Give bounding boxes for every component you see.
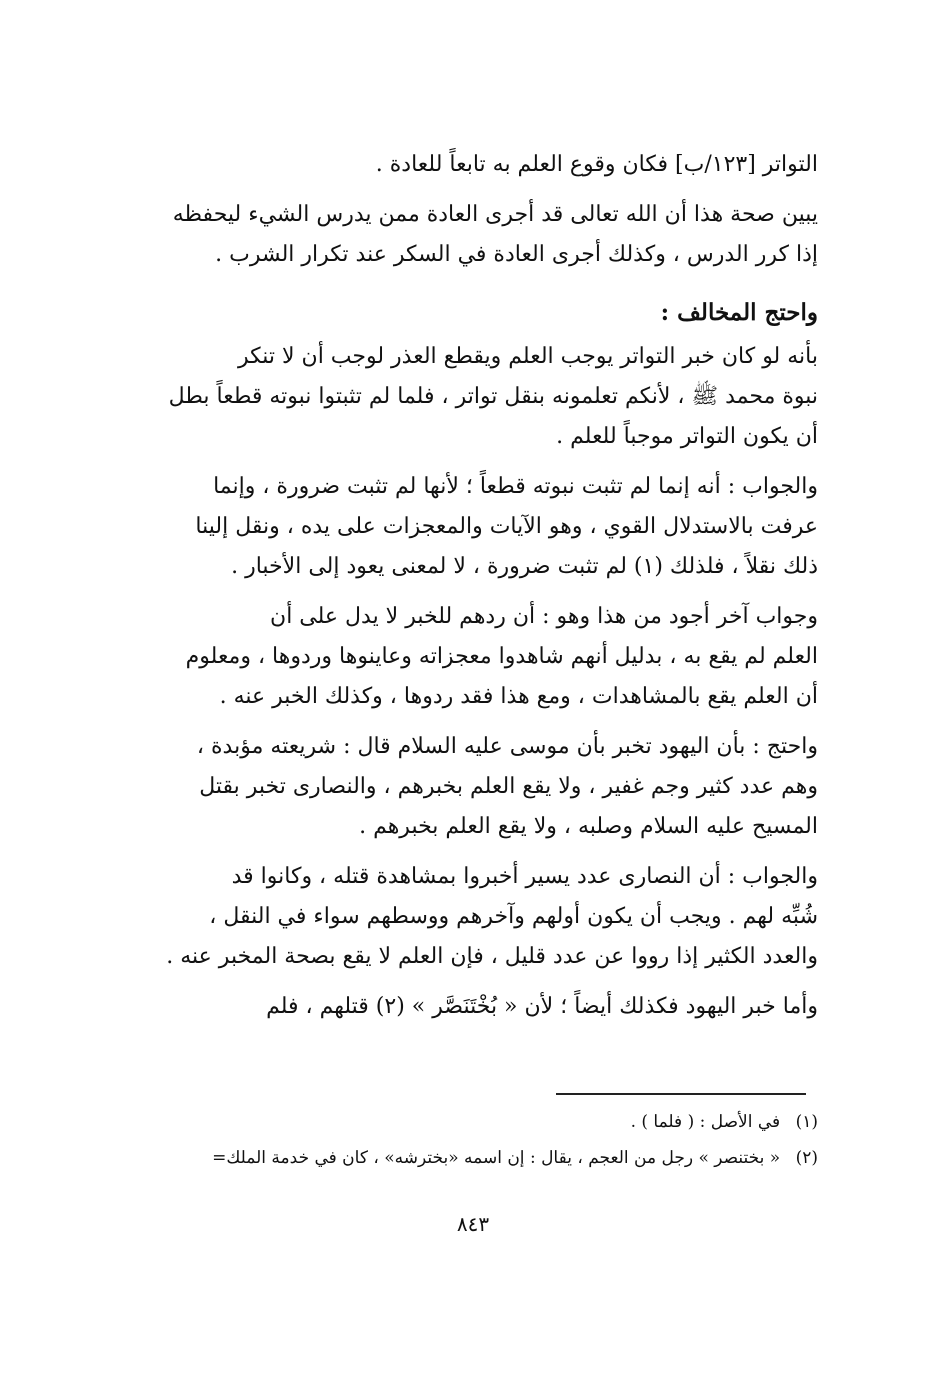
- text-line: واحتج : بأن اليهود تخبر بأن موسى عليه السلام قال : شريعته مؤبدة ،: [196, 734, 818, 759]
- text-line: والجواب : أن النصارى عدد يسير أخبروا بمشاهدة قتله ، وكانوا قد: [231, 864, 818, 889]
- footnote-number: (١): [795, 1112, 818, 1132]
- text-line: شُبِّه لهم . ويجب أن يكون أولهم وآخرهم ووسطهم سواء في النقل ،: [209, 904, 818, 929]
- text-line: عرفت بالاستدلال القوي ، وهو الآيات والمعجزات على يده ، ونقل إلينا: [195, 514, 818, 539]
- text-line: والجواب : أنه إنما لم تثبت نبوته قطعاً ؛ لأنها لم تثبت ضرورة ، وإنما: [213, 474, 818, 499]
- section-heading: واحتج المخالف :: [660, 299, 818, 326]
- text-line: وهم عدد كثير وجم غفير ، ولا يقع العلم بخبرهم ، والنصارى تخبر بقتل: [199, 774, 818, 799]
- text-line: ذلك نقلاً ، فلذلك (١) لم تثبت ضرورة ، لا لمعنى يعود إلى الأخبار .: [231, 554, 818, 579]
- page-body: [150, 145, 818, 1027]
- text-line: العلم لم يقع به ، بدليل أنهم شاهدوا معجزاته وعاينوها وردوها ، ومعلوم: [185, 644, 818, 669]
- text-line: يبين صحة هذا أن الله تعالى قد أجرى العادة ممن يدرس الشيء ليحفظه: [172, 202, 818, 227]
- text-line: المسيح عليه السلام وصلبه ، ولا يقع العلم بخبرهم .: [359, 814, 818, 839]
- footnote: [150, 1104, 818, 1140]
- footnote: [150, 1140, 818, 1176]
- footnote-separator: [556, 1093, 806, 1095]
- page-number: ٨٤٣: [456, 1212, 490, 1236]
- text-line: التواتر [١٢٣/ب] فكان وقوع العلم به تابعاً للعادة .: [375, 152, 818, 177]
- footnote-number: (٢): [795, 1148, 818, 1168]
- footnotes: [150, 1104, 818, 1176]
- text-line: والعدد الكثير إذا رووا عن عدد قليل ، فإن العلم لا يقع بصحة المخبر عنه .: [166, 944, 818, 969]
- text-line: إذا كرر الدرس ، وكذلك أجرى العادة في السكر عند تكرار الشرب .: [215, 242, 818, 267]
- text-line: أن العلم يقع بالمشاهدات ، ومع هذا فقد ردوها ، وكذلك الخبر عنه .: [219, 684, 818, 709]
- text-line: وأما خبر اليهود فكذلك أيضاً ؛ لأن « بُخْتَنَصَّر » (٢) قتلهم ، فلم: [266, 994, 818, 1019]
- footnote-text: في الأصل : ( فلما ) .: [630, 1112, 781, 1132]
- text-line: نبوة محمد ﷺ ، لأنكم تعلمونه بنقل تواتر ، فلما لم تثبتوا نبوته قطعاً بطل: [168, 384, 818, 409]
- text-line: وجواب آخر أجود من هذا وهو : أن ردهم للخبر لا يدل على أن: [270, 604, 818, 629]
- text-line: أن يكون التواتر موجباً للعلم .: [556, 424, 818, 449]
- footnote-text: « بختنصر » رجل من العجم ، يقال : إن اسمه «بخترشه» ، كان في خدمة الملك=: [212, 1148, 781, 1168]
- text-line: بأنه لو كان خبر التواتر يوجب العلم ويقطع العذر لوجب أن لا تنكر: [237, 344, 818, 369]
